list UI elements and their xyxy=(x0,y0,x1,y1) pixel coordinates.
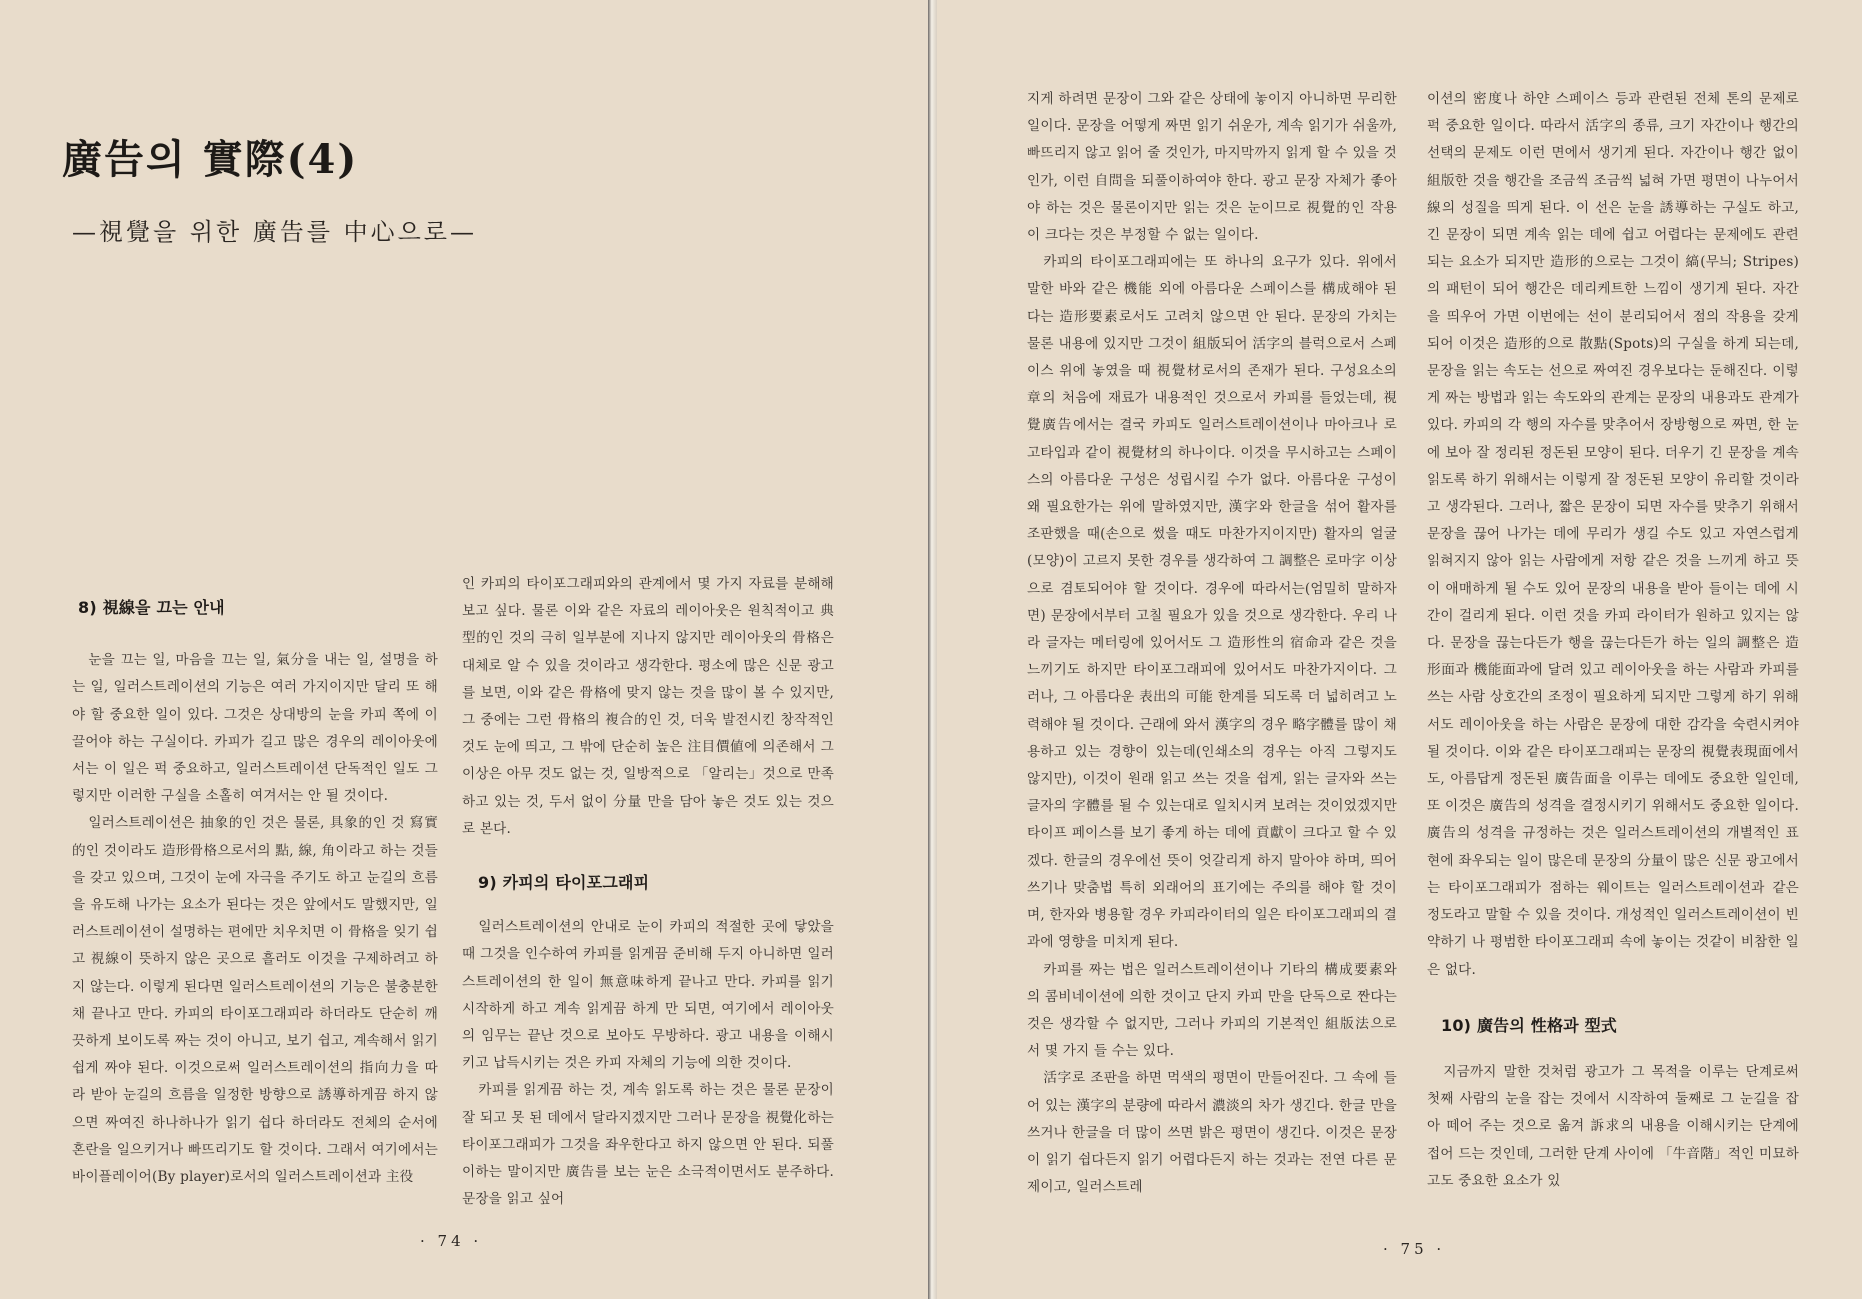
left-column-1 xyxy=(72,594,438,1191)
right-page xyxy=(937,0,1862,1299)
article-subtitle: —視覺을 위한 廣告를 中心으로— xyxy=(72,218,477,246)
page-number: · 74 · xyxy=(420,1232,483,1250)
paragraph: 카피를 읽게끔 하는 것, 계속 읽도록 하는 것은 물론 문장이 잘 되고 못 된 데에서 달라지겠지만 그러나 문장을 視覺化하는 타이포그래피가 그것을 좌우한다고 하지 않으면 안 된다. 되풀이하는 말이지만 廣告를 보는 눈은 소극적이면서도 분주하다. 문장을 읽고 싶어 xyxy=(462,1082,834,1208)
paragraph: 일러스트레이션의 안내로 눈이 카피의 적절한 곳에 닿았을 때 그것을 인수하여 카피를 읽게끔 준비해 두지 아니하면 일러스트레이션의 한 일이 無意味하게 끝나고 만다. 카피를 읽기 시작하게 하고 계속 읽게끔 하게 만 되면, 여기에서 레이아웃의 임무는 끝난 것으로 보아도 무방하다. 광고 내용을 이해시키고 납득시키는 것은 카피 자체의 기능에 의한 것이다. xyxy=(462,919,834,1072)
paragraph: 카피를 짜는 법은 일러스트레이션이나 기타의 構成要素와의 콤비네이션에 의한 것이고 단지 카피 만을 단독으로 짠다는 것은 생각할 수 없지만, 그러나 카피의 기본적인 組版法으로서 몇 가지 들 수는 있다. xyxy=(1027,961,1397,1060)
page-number: · 75 · xyxy=(1383,1240,1446,1258)
left-page xyxy=(0,0,928,1299)
book-gutter xyxy=(928,0,937,1299)
paragraph: 지게 하려면 문장이 그와 같은 상태에 놓이지 아니하면 무리한 일이다. 문장을 어떻게 짜면 읽기 쉬운가, 계속 읽기가 쉬울까, 빠뜨리지 않고 읽어 줄 것인가, 마지막까지 읽게 할 수 있을 것인가, 이런 自問을 되풀이하여야 한다. 광고 문장 자체가 좋아야 하는 것은 물론이지만 읽는 것은 눈이므로 視覺的인 작용이 크다는 것은 부정할 수 없는 일이다. xyxy=(1027,91,1397,244)
paragraph: 지금까지 말한 것처럼 광고가 그 목적을 이루는 단계로써 첫째 사람의 눈을 잡는 것에서 시작하여 둘째로 그 눈길을 잡아 떼어 주는 것으로 옮겨 訴求의 내용을 이해시키는 단계에 접어 드는 것인데, 그러한 단계 사이에 「牛音階」적인 미묘하고도 중요한 요소가 있 xyxy=(1427,1063,1799,1189)
right-column-1 xyxy=(1027,86,1397,1201)
section-heading-10: 10) 廣告의 性格과 型式 xyxy=(1441,1015,1618,1035)
section-heading-8: 8) 視線을 끄는 안내 xyxy=(78,598,225,617)
article-title: 廣告의 實際(4) xyxy=(62,136,359,183)
right-column-2 xyxy=(1427,86,1799,1195)
paragraph: 눈을 끄는 일, 마음을 끄는 일, 氣分을 내는 일, 설명을 하는 일, 일러스트레이션의 기능은 여러 가지이지만 달리 또 해야 할 중요한 일이 있다. 그것은 상대방의 눈을 카피 쪽에 이끌어야 하는 구실이다. 카피가 길고 많은 경우의 레이아웃에서는 이 일은 퍽 중요하고, 일러스트레이션 단독적인 일도 그렇지만 이러한 구실을 소홀히 여겨서는 안 될 것이다. xyxy=(72,652,438,805)
left-column-2 xyxy=(462,571,834,1213)
section-heading-9: 9) 카피의 타이포그래피 xyxy=(478,873,650,893)
paragraph: 인 카피의 타이포그래피와의 관계에서 몇 가지 자료를 분해해 보고 싶다. 물론 이와 같은 자료의 레이아웃은 원칙적이고 典型的인 것의 극히 일부분에 지나지 않지만 레이아웃의 骨格은 대체로 알 수 있을 것이라고 생각한다. 평소에 많은 신문 광고를 보면, 이와 같은 骨格에 맞지 않는 것을 많이 볼 수 있지만, 그 중에는 그런 骨格의 複合的인 것, 더욱 발전시킨 창작적인 것도 눈에 띄고, 그 밖에 단순히 높은 注目價値에 의존해서 그 이상은 아무 것도 없는 것, 일방적으로 「알리는」것으로 만족하고 있는 것, 두서 없이 分量 만을 담아 놓은 것도 있는 것으로 본다. xyxy=(462,576,834,837)
paragraph: 일러스트레이션은 抽象的인 것은 물론, 具象的인 것 寫實的인 것이라도 造形骨格으로서의 點, 線, 角이라고 하는 것들을 갖고 있으며, 그것이 눈에 자극을 주기도 하고 눈길의 흐름을 유도해 나가는 요소가 된다는 것은 앞에서도 말했지만, 일러스트레이션이 설명하는 편에만 치우치면 이 骨格을 잊기 쉽고 視線이 뜻하지 않은 곳으로 흘러도 이것을 구제하려고 하지 않는다. 이렇게 된다면 일러스트레이션의 기능은 불충분한 채 끝나고 만다. 카피의 타이포그래피라 하더라도 단순히 깨끗하게 보이도록 짜는 것이 아니고, 보기 쉽고, 계속해서 읽기 쉽게 짜야 된다. 이것으로써 일러스트레이션의 指向力을 따라 받아 눈길의 흐름을 일정한 방향으로 誘導하게끔 하지 않으면 짜여진 하나하나가 읽기 쉽다 하더라도 전체의 순서에 혼란을 일으키거나 빠뜨리기도 할 것이다. 그래서 여기에서는 바이플레이어(By player)로서의 일러스트레이션과 主役 xyxy=(72,815,438,1186)
paragraph: 이션의 密度나 하얀 스페이스 등과 관련된 전체 톤의 문제로 퍽 중요한 일이다. 따라서 活字의 종류, 크기 자간이나 행간의 선택의 문제도 이런 면에서 생기게 된다. 자간이나 행간 없이 組版한 것을 행간을 조금씩 조금씩 넓혀 가면 평면이 나누어서 線의 성질을 띄게 된다. 이 선은 눈을 誘導하는 구실도 하고, 긴 문장이 되면 계속 읽는 데에 쉽고 어렵다는 문제에도 관련되는 요소가 되지만 造形的으로는 그것이 縞(무늬; Stripes)의 패턴이 되어 행간은 데리케트한 느낌이 생기게 된다. 자간을 띄우어 가면 이번에는 선이 분리되어서 점의 작용을 갖게 되어 이것은 造形的으로 散點(Spots)의 구실을 하게 되는데, 문장을 읽는 속도는 선으로 짜여진 경우보다는 둔해진다. 이렇게 짜는 방법과 읽는 속도와의 관계는 문장의 내용과도 관계가 있다. 카피의 각 행의 자수를 맞추어서 장방형으로 짜면, 한 눈에 보아 잘 정리된 정돈된 모양이 된다. 더우기 긴 문장을 계속 읽도록 하기 위해서는 이렇게 잘 정돈된 모양이 유리할 것이라고 생각된다. 그러나, 짧은 문장이 되면 자수를 맞추기 위해서 문장을 끊어 나가는 데에 무리가 생길 수도 있고 자연스럽게 읽혀지지 않아 읽는 사람에게 저항 같은 것을 느끼게 하고 뜻이 애매하게 될 수도 있어 문장의 내용을 받아 들이는 데에 시간이 걸리게 된다. 이런 것을 카피 라이터가 원하고 있지는 않다. 문장을 끊는다든가 행을 끊는다든가 하는 일의 調整은 造形面과 機能面과에 달려 있고 레이아웃을 하는 사람과 카피를 쓰는 사람 상호간의 조정이 필요하게 되지만 그렇게 하기 위해서도 레이아웃을 하는 사람은 문장에 대한 감각을 숙련시켜야 될 것이다. 이와 같은 타이포그래피는 문장의 視覺表現面에서도, 아름답게 정돈된 廣告面을 이루는 데에도 중요한 일인데, 또 이것은 廣告의 성격을 결정시키기 위해서도 중요한 일이다. 廣告의 성격을 규정하는 것은 일러스트레이션의 개별적인 표현에 좌우되는 일이 많은데 문장의 分量이 많은 신문 광고에서는 타이포그래피가 점하는 웨이트는 일러스트레이션과 같은 정도라고 말할 수 있을 것이다. 개성적인 일러스트레이션이 빈약하기 나 평범한 타이포그래피 속에 놓이는 것같이 비참한 일은 없다. xyxy=(1427,91,1799,978)
paragraph: 活字로 조판을 하면 먹색의 평면이 만들어진다. 그 속에 들어 있는 漢字의 분량에 따라서 濃淡의 차가 생긴다. 한글 만을 쓰거나 한글을 더 많이 쓰면 밝은 평면이 생긴다. 이것은 문장이 읽기 쉽다든지 읽기 어렵다든지 하는 것과는 전연 다른 문제이고, 일러스트레 xyxy=(1027,1070,1397,1196)
paragraph: 카피의 타이포그래피에는 또 하나의 요구가 있다. 위에서 말한 바와 같은 機能 외에 아름다운 스페이스를 構成해야 된다는 造形要素로서도 고려치 않으면 안 된다. 문장의 가치는 물론 내용에 있지만 그것이 組版되어 活字의 블럭으로서 스페이스 위에 놓였을 때 視覺材로서의 존재가 된다. 구성요소의 章의 처음에 재료가 내용적인 것으로서 카피를 들었는데, 視覺廣告에서는 결국 카피도 일러스트레이션이나 마아크나 로고타입과 같이 視覺材의 하나이다. 이것을 무시하고는 스페이스의 아름다운 구성은 성립시킬 수가 없다. 아름다운 구성이 왜 필요한가는 위에 말하였지만, 漢字와 한글을 섞어 활자를 조판했을 때(손으로 썼을 때도 마찬가지이지만) 활자의 얼굴(모양)이 고르지 못한 경우를 생각하여 그 調整은 로마字 이상으로 겸토되어야 할 것이다. 경우에 따라서는(엄밀히 말하자면) 문장에서부터 고칠 필요가 있을 것으로 생각한다. 우리 나라 글자는 메터링에 있어서도 그 造形性의 宿命과 같은 것을 느끼기도 하지만 타이포그래피에 있어서도 마찬가지이다. 그러나, 그 아름다운 表出의 可能 한계를 되도록 더 넓히려고 노력해야 될 것이다. 근래에 와서 漢字의 경우 略字體를 많이 채용하고 있는 경향이 있는데(인쇄소의 경우는 아직 그렇지도 않지만), 이것이 원래 읽고 쓰는 것을 쉽게, 읽는 글자와 쓰는 글자의 字體를 될 수 있는대로 일치시켜 보려는 것이었겠지만 타이프 페이스를 보기 좋게 하는 데에 貢獻이 크다고 할 수 있겠다. 한글의 경우에선 뜻이 엇갈리게 하지 말아야 하며, 띄어 쓰기나 맞춤법 특히 외래어의 표기에는 주의를 해야 할 것이며, 한자와 병용할 경우 카피라이터의 일은 타이포그래피의 결과에 영향을 미치게 된다. xyxy=(1027,254,1397,951)
